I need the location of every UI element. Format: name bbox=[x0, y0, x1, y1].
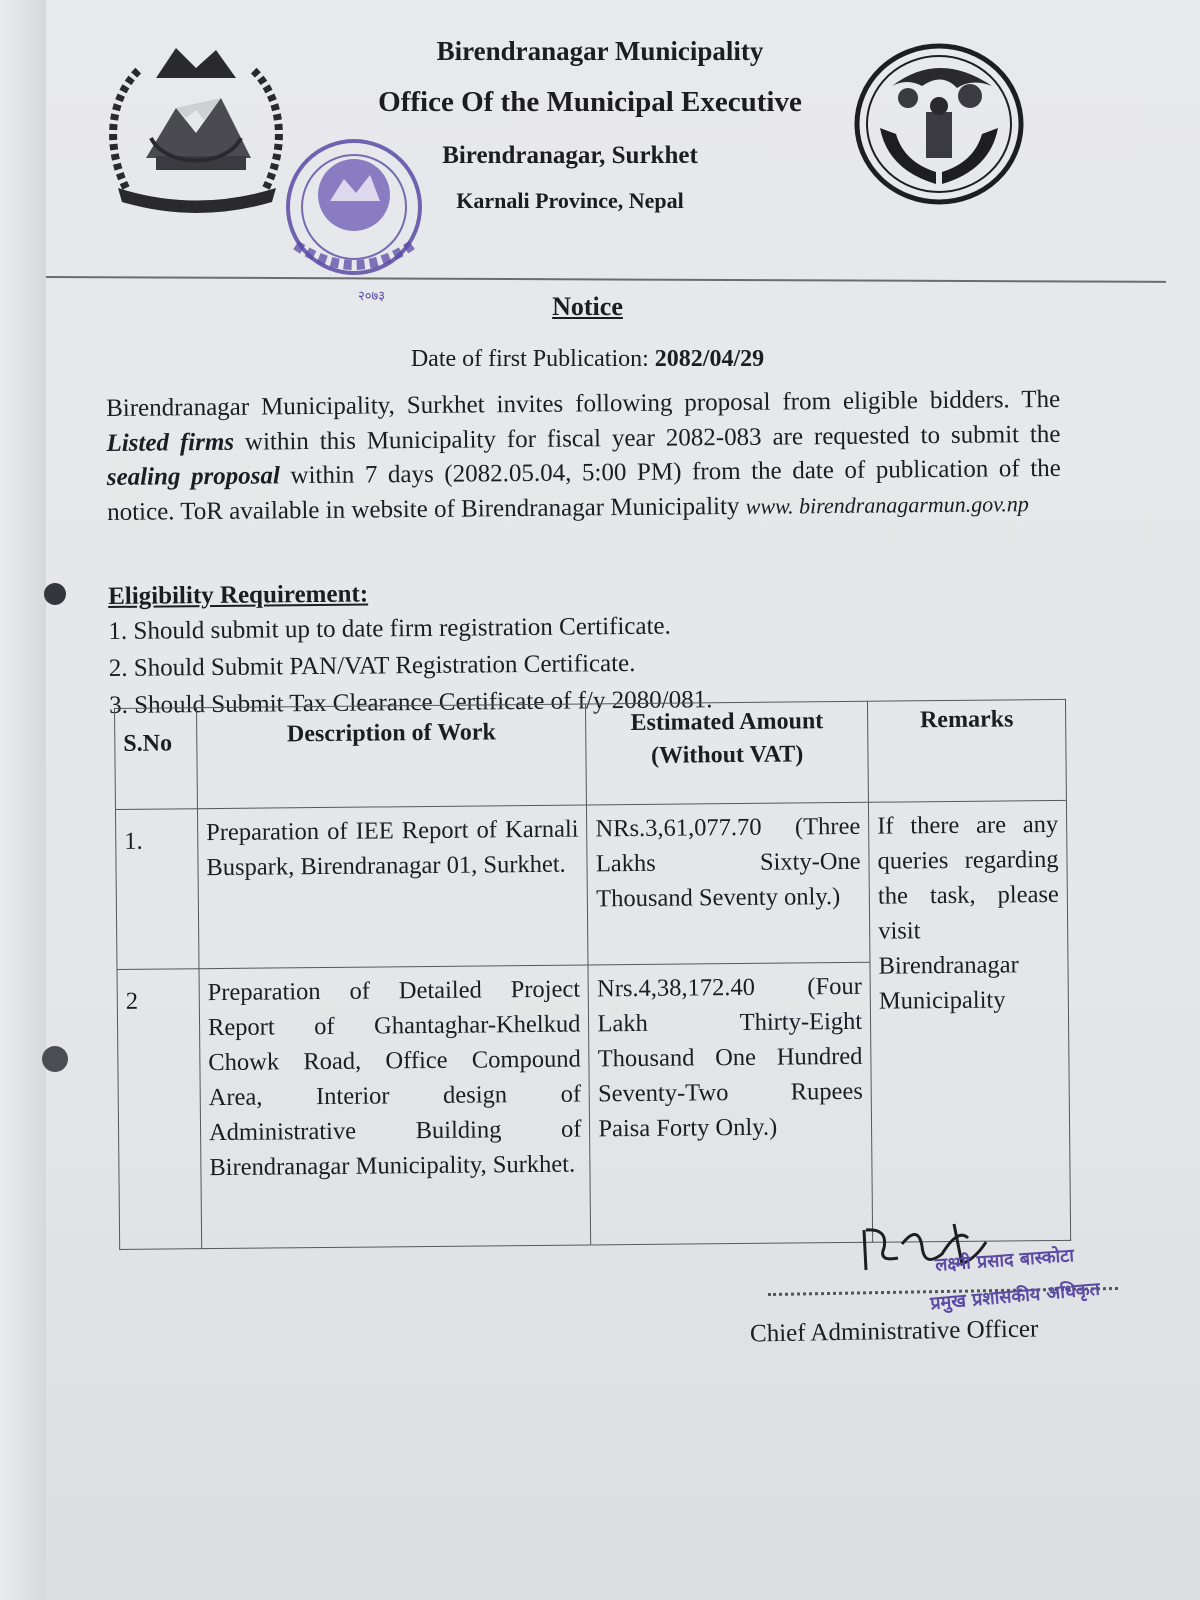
header-remarks: Remarks bbox=[868, 699, 1067, 802]
header-description: Description of Work bbox=[196, 704, 586, 809]
row-remarks: If there are any queries regarding the task, please visit Birendranagar Municipality bbox=[869, 800, 1071, 1242]
header-office-name: Office Of the Municipal Executive bbox=[378, 86, 802, 118]
header-amount-line1: Estimated Amount bbox=[630, 708, 824, 737]
signatory-name-stamp: लक्ष्मी प्रसाद बास्कोटा bbox=[934, 1245, 1075, 1276]
row-sno: 2 bbox=[117, 969, 202, 1250]
website-link: www. birendranagarmun.gov.np bbox=[745, 490, 1029, 519]
eligibility-section bbox=[108, 577, 713, 724]
eligibility-item: 2. Should Submit PAN/VAT Registration Certificate. bbox=[108, 649, 636, 682]
header-province: Karnali Province, Nepal bbox=[456, 188, 684, 213]
notice-body bbox=[106, 383, 1061, 530]
eligibility-item: 1. Should submit up to date firm registration Certificate. bbox=[108, 612, 671, 645]
header-sno: S.No bbox=[115, 708, 198, 810]
row-description: Preparation of IEE Report of Karnali Buspark, Birendranagar 01, Surkhet. bbox=[197, 805, 588, 969]
punch-hole-top bbox=[44, 583, 66, 605]
table-row bbox=[115, 800, 1067, 969]
row-amount: Nrs.4,38,172.40 (Four Lakh Thirty-Eight Thousand One Hundred Seventy-Two Rupees Paisa Forty Only.) bbox=[588, 962, 872, 1245]
header-city: Birendranagar, Surkhet bbox=[442, 142, 698, 169]
row-amount: NRs.3,61,077.70 (Three Lakhs Sixty-One Thousand Seventy only.) bbox=[587, 802, 870, 965]
row-description: Preparation of Detailed Project Report of Ghantaghar-Khelkud Chowk Road, Office Compound Area, Interior design of Administrative Building of Birendranagar Municipality, Surkhet. bbox=[199, 965, 591, 1249]
signatory-title: Chief Administrative Officer bbox=[749, 1315, 1039, 1348]
publication-date bbox=[0, 346, 1175, 373]
signatory-title-stamp: प्रमुख प्रशासकीय अधिकृत bbox=[929, 1278, 1101, 1315]
row-sno: 1. bbox=[115, 809, 198, 970]
header-amount bbox=[586, 701, 869, 805]
eligibility-title: Eligibility Requirement: bbox=[108, 580, 369, 610]
body-listed-firms: Listed firms bbox=[106, 428, 235, 457]
eligibility-item: 3. Should Submit Tax Clearance Certificate of f/y 2080/081. bbox=[109, 686, 713, 719]
publication-date-label: Date of first Publication: bbox=[410, 346, 649, 372]
table-header-row bbox=[115, 699, 1067, 809]
body-text-3: within 7 days (2082.05.04, 5:00 PM) from the date of publication of the notice. ToR available in website of Birendranagar Municipality bbox=[107, 454, 1061, 526]
header-amount-line2: (Without VAT) bbox=[650, 741, 804, 769]
body-sealing-proposal: sealing proposal bbox=[106, 462, 281, 491]
works-table bbox=[114, 699, 1071, 1250]
publication-date-value: 2082/04/29 bbox=[654, 346, 765, 372]
body-text-2: within this Municipality for fiscal year 2082-083 are requested to submit the bbox=[244, 420, 1061, 456]
notice-title: Notice bbox=[552, 292, 623, 321]
punch-hole-bottom bbox=[42, 1046, 68, 1072]
page-edge bbox=[0, 0, 46, 1600]
header-municipality-name: Birendranagar Municipality bbox=[436, 36, 764, 66]
stamp-number: २०७३ bbox=[358, 289, 386, 304]
body-text-1: Birendranagar Municipality, Surkhet invites following proposal from eligible bidders. The bbox=[106, 385, 1061, 422]
